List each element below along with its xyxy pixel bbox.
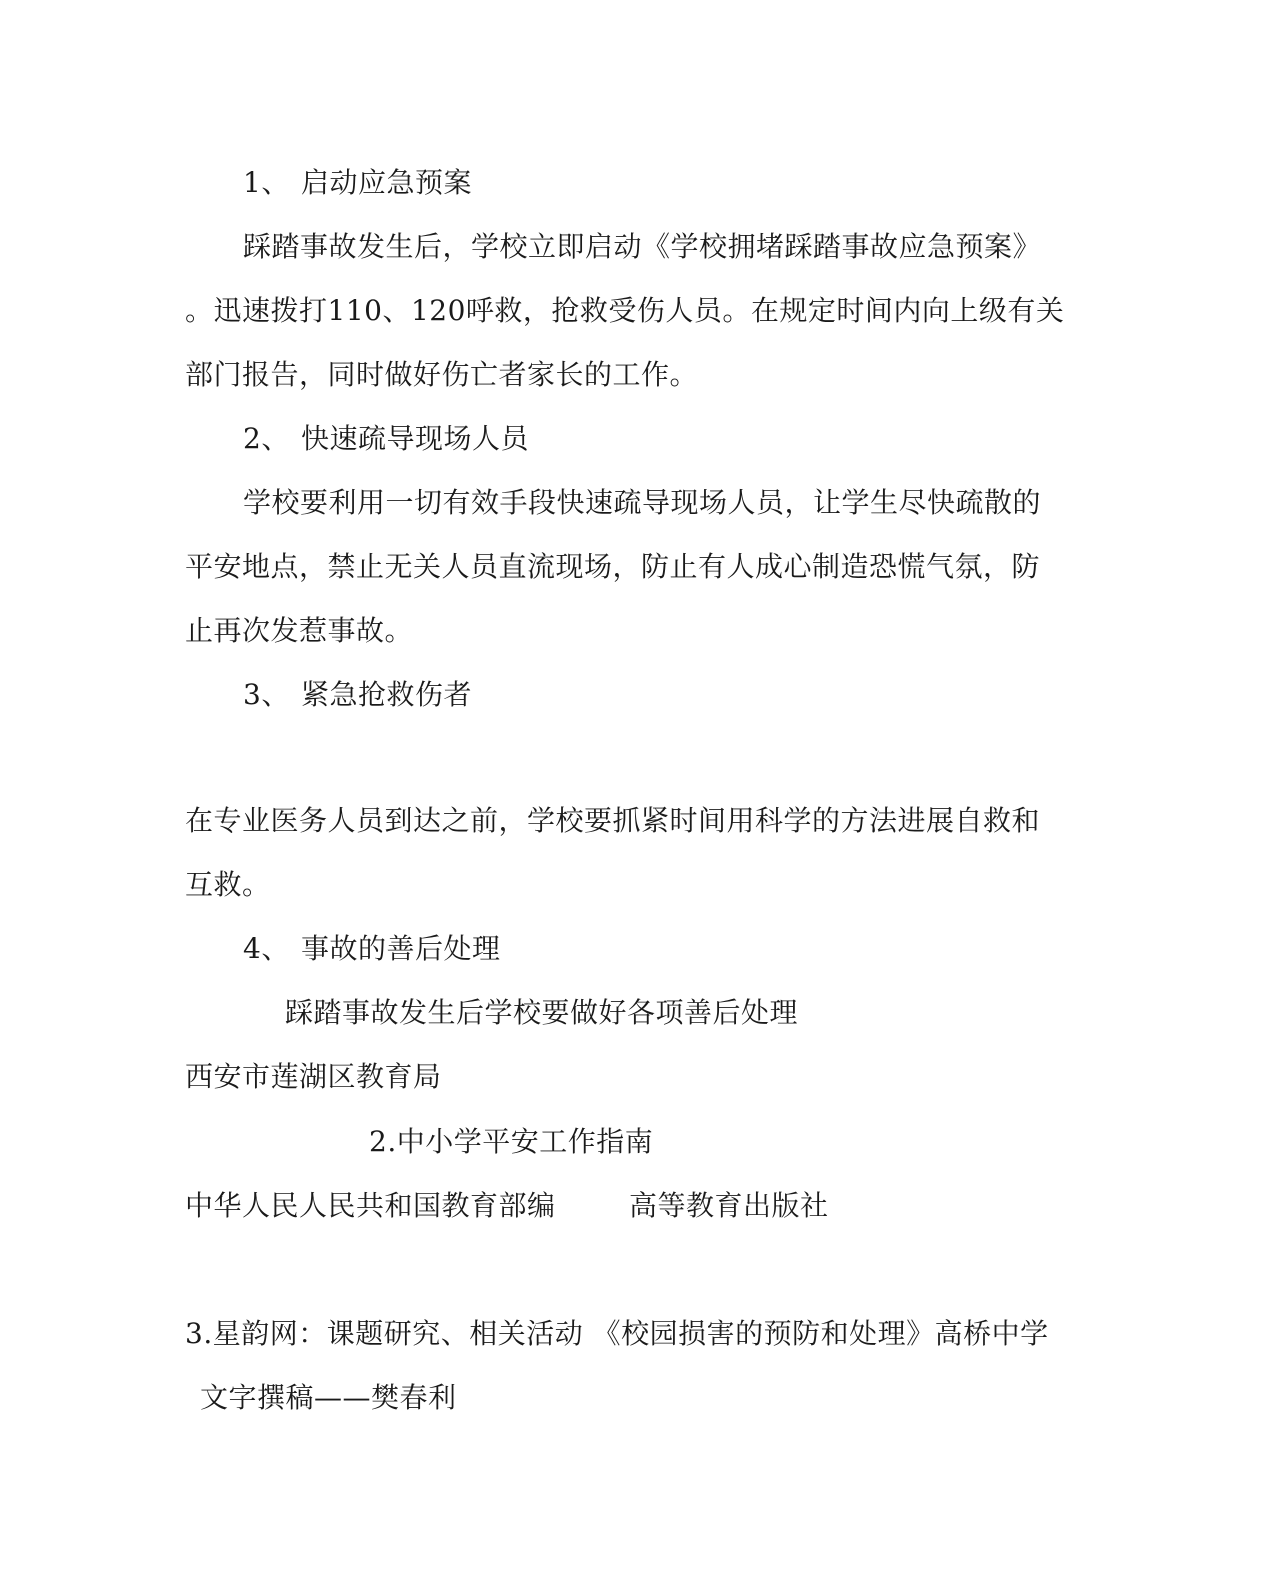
reference-3-line-2: 文字撰稿——樊春利: [200, 1381, 457, 1414]
paragraph-line: 踩踏事故发生后，学校立即启动《学校拥堵踩踏事故应急预案》: [243, 230, 1042, 263]
section-number: 1、: [243, 166, 290, 199]
section-title: 事故的善后处理: [301, 932, 501, 965]
section-heading-4: [243, 931, 501, 967]
reference-3-line-1: 3.星韵网：课题研究、相关活动 《校园损害的预防和处理》高桥中学: [185, 1317, 1049, 1350]
section-number: 2、: [243, 422, 290, 455]
reference-editor-2: 中华人民人民共和国教育部编: [185, 1189, 556, 1222]
section-number: 4、: [243, 932, 290, 965]
section-heading-1: [243, 165, 472, 201]
reference-title-2: 2.中小学平安工作指南: [369, 1125, 654, 1158]
paragraph-line: 互救。: [185, 868, 271, 901]
reference-source-1: 西安市莲湖区教育局: [185, 1060, 442, 1093]
section-heading-2: [243, 421, 529, 457]
paragraph-line: 平安地点，禁止无关人员直流现场，防止有人成心制造恐慌气氛，防: [185, 550, 1041, 583]
paragraph-line: 止再次发惹事故。: [185, 614, 414, 647]
reference-publisher-2: 高等教育出版社: [629, 1189, 829, 1222]
paragraph-line: 在专业医务人员到达之前，学校要抓紧时间用科学的方法进展自救和: [185, 804, 1041, 837]
section-heading-3: [243, 677, 472, 713]
section-title: 启动应急预案: [301, 166, 473, 199]
paragraph-line: 。迅速拨打110、120呼救，抢救受伤人员。在规定时间内向上级有关: [185, 294, 1065, 327]
section-title: 紧急抢救伤者: [301, 678, 473, 711]
paragraph-line: 部门报告，同时做好伤亡者家长的工作。: [185, 358, 699, 391]
section-number: 3、: [243, 678, 290, 711]
section-title: 快速疏导现场人员: [301, 422, 530, 455]
paragraph-line: 踩踏事故发生后学校要做好各项善后处理: [285, 996, 799, 1029]
paragraph-line: 学校要利用一切有效手段快速疏导现场人员，让学生尽快疏散的: [243, 486, 1042, 519]
